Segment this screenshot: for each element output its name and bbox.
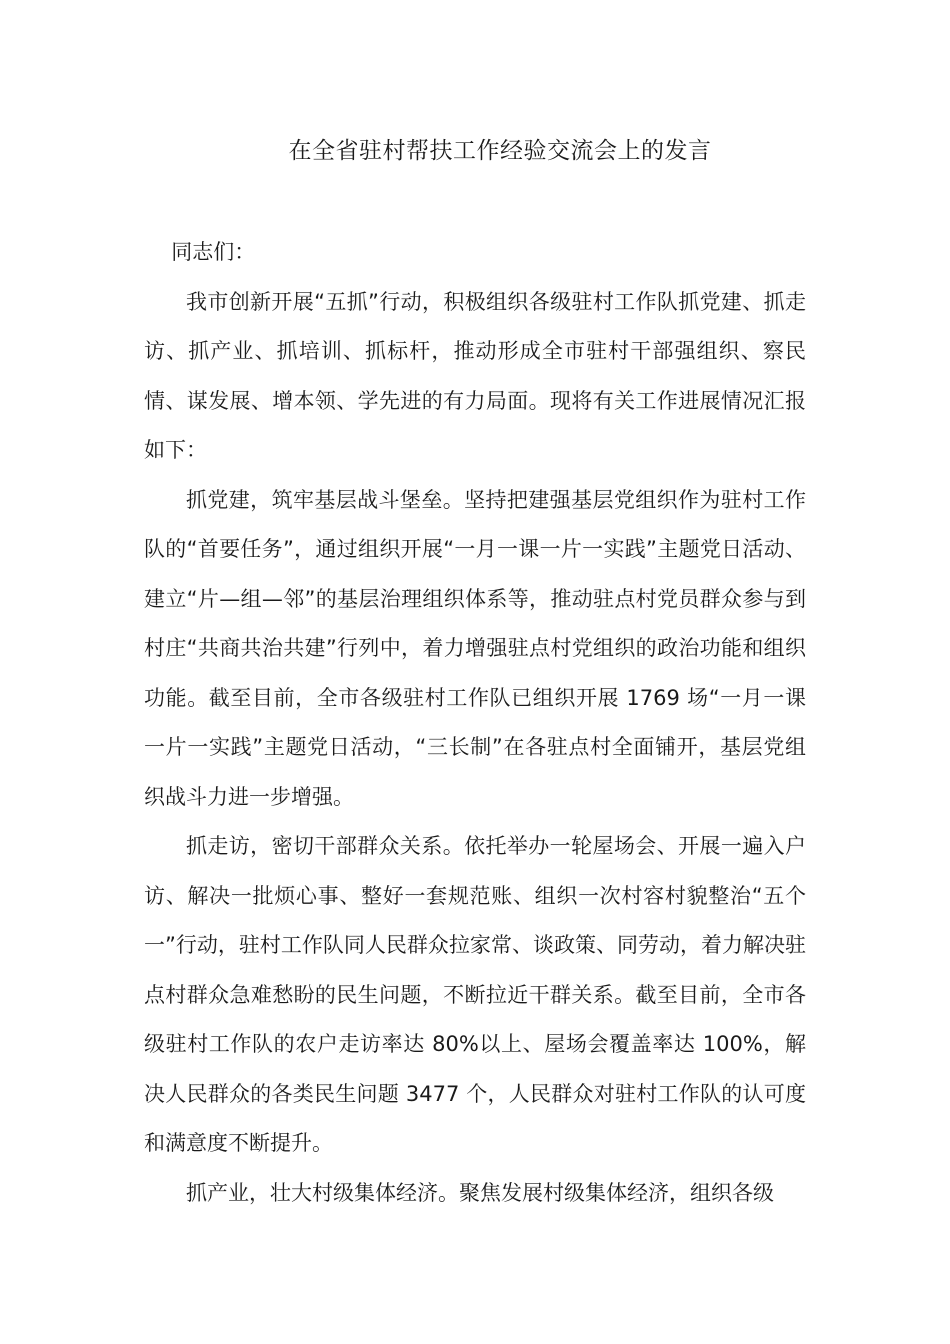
paragraph-visits: 抓走访，密切干部群众关系。依托举办一轮屋场会、开展一遍入户访、解决一批烦心事、整好一套规范账、组织一次村容村貌整治“五个一”行动，驻村工作队同人民群众拉家常、谈政策、同劳动，着力解决驻点村群众急难愁盼的民生问题，不断拉近干群关系。截至目前，全市各级驻村工作队的农户走访率达 80%以上、屋场会覆盖率达 100%，解决人民群众的各类民生问题 3477 个，人民群众对驻村工作队的认可度和满意度不断提升。 [144, 834, 806, 1155]
paragraph-intro: 我市创新开展“五抓”行动，积极组织各级驻村工作队抓党建、抓走访、抓产业、抓培训、抓标杆，推动形成全市驻村干部强组织、察民情、谋发展、增本领、学先进的有力局面。现将有关工作进展情况汇报如下： [144, 289, 806, 462]
document-title: 在全省驻村帮扶工作经验交流会上的发言 [288, 138, 712, 164]
document-body [144, 228, 806, 1218]
paragraph-party-building: 抓党建，筑牢基层战斗堡垒。坚持把建强基层党组织作为驻村工作队的“首要任务”，通过组织开展“一月一课一片一实践”主题党日活动、建立“片—组—邻”的基层治理组织体系等，推动驻点村党员群众参与到村庄“共商共治共建”行列中，着力增强驻点村党组织的政治功能和组织功能。截至目前，全市各级驻村工作队已组织开展 1769 场“一月一课一片一实践”主题党日活动，“三长制”在各驻点村全面铺开，基层党组织战斗力进一步增强。 [144, 487, 806, 809]
greeting: 同志们： [171, 240, 256, 264]
paragraph-industry: 抓产业，壮大村级集体经济。聚焦发展村级集体经济，组织各级 [186, 1180, 774, 1205]
